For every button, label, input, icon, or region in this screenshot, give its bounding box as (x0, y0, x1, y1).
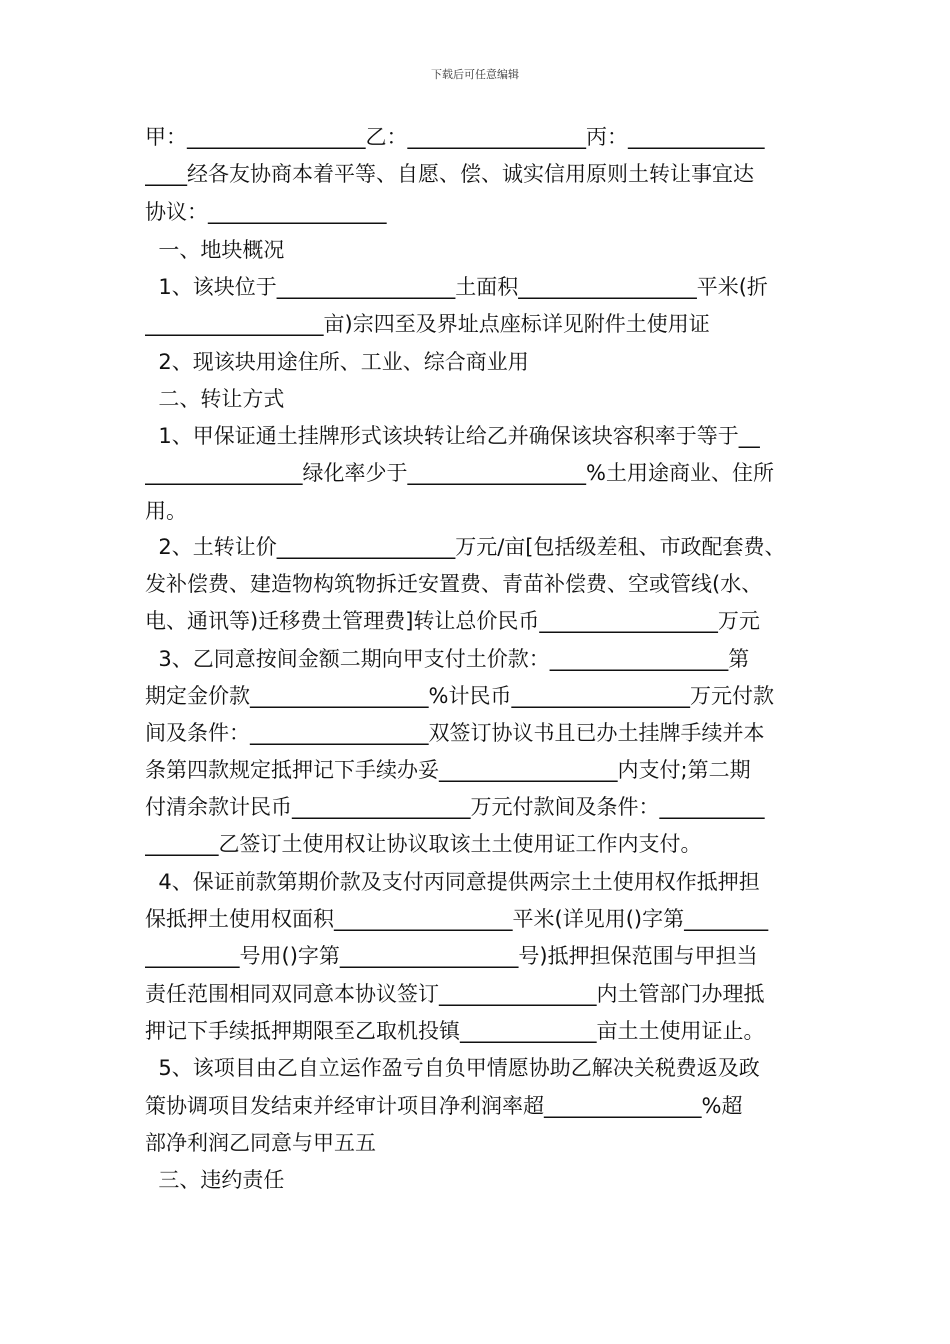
text-line: _______________绿化率少于_________________%土用途商业、住所 (145, 461, 774, 485)
text-line: 5、该项目由乙自立运作盈亏自负甲情愿协助乙解决关税费返及政 (145, 1056, 760, 1080)
text-line: 2、土转让价_________________万元/亩[包括级差租、市政配套费、 (145, 535, 786, 559)
header-note: 下载后可任意编辑 (431, 68, 519, 81)
text-line: 1、该块位于_________________土面积_________________平米(折 (145, 275, 768, 299)
text-line: 2、现该块用途住所、工业、综合商业用 (145, 350, 529, 374)
text-line: 条第四款规定抵押记下手续办妥_________________内支付;第二期 (145, 758, 751, 782)
text-line: ____经各友协商本着平等、自愿、偿、诚实信用原则土转让事宜达 (145, 162, 754, 186)
text-line: 用。 (145, 499, 187, 523)
section-heading: 二、转让方式 (145, 387, 285, 411)
text-line: _________号用()字第_________________号)抵押担保范围与甲担当 (145, 944, 758, 968)
text-line: 保抵押土使用权面积_________________平米(详见用()字第________ (145, 907, 769, 931)
section-heading: 三、违约责任 (145, 1168, 285, 1192)
text-line: 付清余款计民币_________________万元付款间及条件：__________ (145, 795, 765, 819)
text-line: 发补偿费、建造物构筑物拆迁安置费、青苗补偿费、空或管线(水、 (145, 572, 763, 596)
text-line: 协议：_________________ (145, 200, 387, 224)
text-line: 1、甲保证通土挂牌形式该块转让给乙并确保该块容积率于等于__ (145, 424, 760, 448)
text-line: 3、乙同意按间金额二期向甲支付土价款：_________________第 (145, 647, 750, 671)
text-line: _________________亩)宗四至及界址点座标详见附件土使用证 (145, 312, 710, 336)
text-line: _______乙签订土使用权让协议取该土土使用证工作内支付。 (145, 832, 702, 856)
text-line: 甲：_________________乙：_________________丙：_____________ (145, 125, 765, 149)
text-line: 期定金价款_________________%计民币_________________万元付款 (145, 684, 774, 708)
text-line: 间及条件：_________________双签订协议书且已办土挂牌手续并本 (145, 721, 765, 745)
text-line: 策协调项目发结束并经审计项目净利润率超_______________%超 (145, 1094, 743, 1118)
text-line: 部净利润乙同意与甲五五 (145, 1131, 376, 1155)
text-line: 4、保证前款第期价款及支付丙同意提供两宗土土使用权作抵押担 (145, 870, 760, 894)
text-line: 电、通讯等)迁移费土管理费]转让总价民币_________________万元 (145, 609, 760, 633)
text-line: 押记下手续抵押期限至乙取机投镇_____________亩土土使用证止。 (145, 1019, 765, 1043)
text-line: 责任范围相同双同意本协议签订_______________内土管部门办理抵 (145, 982, 765, 1006)
section-heading: 一、地块概况 (145, 238, 285, 262)
